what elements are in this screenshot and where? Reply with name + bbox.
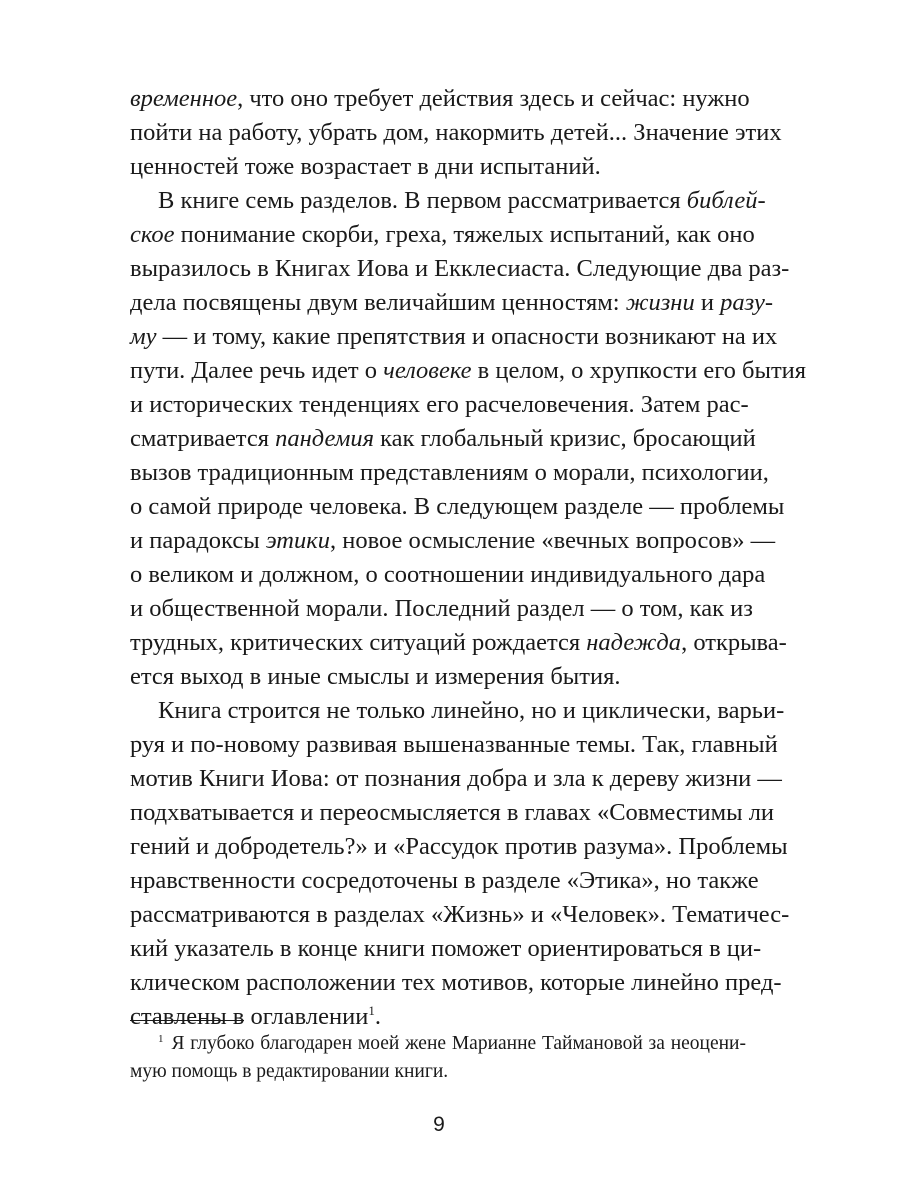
text-line: ценностей тоже возрастает в дни испытаний. <box>130 153 601 180</box>
text-line: кий указатель в конце книги поможет ориентироваться в ци- <box>130 935 762 962</box>
text-line: Книга строится не только линейно, но и циклически, варьи- <box>158 697 785 724</box>
italic-term: разу- <box>720 289 774 316</box>
text-line: клическом расположении тех мотивов, которые линейно пред- <box>130 969 782 996</box>
text-line: и общественной морали. Последний раздел — о том, как из <box>130 595 753 622</box>
text-line: дела посвящены двум величайшим ценностям: жизни и разу- <box>130 289 774 316</box>
text-line: гений и добродетель?» и «Рассудок против разума». Проблемы <box>130 833 788 860</box>
text-line: выразилось в Книгах Иова и Екклесиаста. Следующие два раз- <box>130 255 790 282</box>
text-line: ется выход в иные смыслы и измерения бытия. <box>130 663 621 690</box>
italic-term: му <box>130 323 157 350</box>
footnote-line: $^1$ Я глубоко благодарен моей жене Марианне Таймановой за неоцени- <box>158 1033 746 1054</box>
italic-term: пандемия <box>275 425 374 452</box>
italic-term: человеке <box>383 357 472 384</box>
text-line: вызов традиционным представлениям о морали, психологии, <box>130 459 769 486</box>
italic-term: библей- <box>686 187 766 214</box>
page-number: 9 <box>433 1113 445 1136</box>
text-line: рассматриваются в разделах «Жизнь» и «Человек». Тематичес- <box>130 901 790 928</box>
paragraph-3 <box>130 694 790 1034</box>
page-body <box>130 82 807 1034</box>
text-line: сматривается пандемия как глобальный кризис, бросающий <box>130 425 756 452</box>
text-line: пойти на работу, убрать дом, накормить детей... Значение этих <box>130 119 782 146</box>
text-line: ское понимание скорби, греха, тяжелых испытаний, как оно <box>130 221 755 248</box>
text-line: о самой природе человека. В следующем разделе — проблемы <box>130 493 785 520</box>
text-line: временное, что оно требует действия здесь и сейчас: нужно <box>130 85 750 112</box>
text-line: В книге семь разделов. В первом рассматривается библей- <box>158 187 766 214</box>
italic-term: ское <box>130 221 175 248</box>
footnote-divider <box>130 1020 244 1021</box>
paragraph-1 <box>130 82 782 184</box>
text-line: подхватывается и переосмысляется в главах «Совместимы ли <box>130 799 775 826</box>
text-line: пути. Далее речь идет о человеке в целом, о хрупкости его бытия <box>130 357 807 384</box>
text-line: ставлены в оглавлении$^1$. <box>130 1003 381 1030</box>
text-line: мотив Книги Иова: от познания добра и зла к дереву жизни — <box>130 765 782 792</box>
text-line: нравственности сосредоточены в разделе «Этика», но также <box>130 867 759 894</box>
footnote-marker: 1 <box>158 1033 164 1045</box>
text-line: и парадоксы этики, новое осмысление «вечных вопросов» — <box>130 527 776 554</box>
text-line: трудных, критических ситуаций рождается надежда, открыва- <box>130 629 787 656</box>
footnote-reference[interactable]: 1 <box>368 1003 375 1018</box>
paragraph-2 <box>130 184 807 694</box>
footnote <box>130 1030 746 1086</box>
footnote-line: мую помощь в редактировании книги. <box>130 1061 449 1082</box>
italic-term: этики <box>265 527 330 554</box>
italic-term: временное <box>130 85 238 112</box>
italic-term: жизни <box>625 289 695 316</box>
text-line: и исторических тенденциях его расчеловечения. Затем рас- <box>130 391 749 418</box>
text-line: о великом и должном, о соотношении индивидуального дара <box>130 561 766 588</box>
text-line: руя и по-новому развивая вышеназванные темы. Так, главный <box>130 731 778 758</box>
text-line: му — и тому, какие препятствия и опасности возникают на их <box>130 323 778 350</box>
italic-term: надежда <box>586 629 682 656</box>
